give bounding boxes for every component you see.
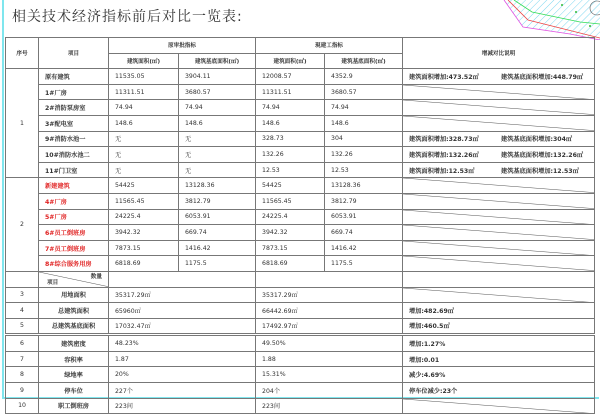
table-row	[6, 398, 595, 414]
new-value: 66442.69㎡	[256, 303, 403, 319]
orig-area: 3942.32	[109, 225, 179, 241]
item-label: 9#消防水池一	[39, 131, 109, 147]
new-area: 6818.69	[256, 256, 325, 272]
new-base: 3680.57	[325, 84, 403, 100]
blank-cell	[6, 271, 39, 287]
table-row	[6, 383, 595, 399]
orig-base: 无	[179, 162, 256, 178]
change-description: 增加:0.01	[403, 351, 595, 367]
item-label: 1#厂房	[39, 84, 109, 100]
table-row	[6, 100, 595, 116]
orig-base: 无	[179, 147, 256, 163]
change-description	[403, 69, 595, 85]
new-area: 3942.32	[256, 225, 325, 241]
new-base: 132.26	[325, 147, 403, 163]
indicator-header-row	[6, 271, 595, 287]
item-label: 2#消防泵房室	[39, 100, 109, 116]
new-base: 669.74	[325, 225, 403, 241]
new-area: 74.94	[256, 100, 325, 116]
table-row	[6, 209, 595, 225]
empty-slash-cell	[403, 240, 595, 256]
item-label: 容积率	[39, 351, 109, 367]
table-row	[6, 147, 595, 163]
new-value: 223间	[256, 398, 403, 414]
orig-value: 17032.47㎡	[109, 318, 256, 335]
row-seq: 5	[6, 318, 39, 335]
new-base: 1175.5	[325, 256, 403, 272]
item-label: 绿地率	[39, 367, 109, 383]
new-area: 12008.57	[256, 69, 325, 85]
desc-area: 建筑面积增加:473.52㎡	[409, 73, 479, 81]
new-area: 7873.15	[256, 240, 325, 256]
empty-slash-cell	[403, 287, 595, 303]
table-row	[6, 84, 595, 100]
row-seq: 10	[6, 398, 39, 414]
row-seq: 7	[6, 351, 39, 367]
item-label: 6#员工倒班房	[39, 225, 109, 241]
new-base: 304	[325, 131, 403, 147]
new-base: 6053.91	[325, 209, 403, 225]
table-row	[6, 240, 595, 256]
diag-label-item: 项目	[47, 279, 59, 286]
orig-value: 1.87	[109, 351, 256, 367]
header-item: 项目	[39, 38, 109, 69]
header-description: 增减对比说明	[403, 38, 595, 69]
empty-slash-cell	[403, 209, 595, 225]
change-description: 减少:4.69%	[403, 367, 595, 383]
new-area: 11311.51	[256, 84, 325, 100]
table-row	[6, 115, 595, 131]
orig-area: 11311.51	[109, 84, 179, 100]
blank-cell	[109, 271, 256, 287]
new-value: 49.50%	[256, 335, 403, 352]
item-label: 停车位	[39, 383, 109, 399]
empty-slash-cell	[403, 84, 595, 100]
header-base-area-2: 建筑基底面积(㎡)	[325, 53, 403, 69]
blank-cell	[403, 271, 595, 287]
item-label: 新建建筑	[39, 178, 109, 194]
desc-base: 建筑基底面积增加:304㎡	[501, 136, 573, 144]
orig-base: 1175.5	[179, 256, 256, 272]
new-value: 35317.29㎡	[256, 287, 403, 303]
change-description: 增加:482.69㎡	[403, 303, 595, 319]
orig-value: 35317.29㎡	[109, 287, 256, 303]
orig-area: 无	[109, 162, 179, 178]
new-area: 12.53	[256, 162, 325, 178]
page-title: 相关技术经济指标前后对比一览表:	[12, 9, 243, 25]
orig-area: 24225.4	[109, 209, 179, 225]
table-row	[6, 178, 595, 194]
orig-area: 无	[109, 147, 179, 163]
table-row	[6, 287, 595, 303]
section-seq: 1	[6, 69, 39, 178]
orig-area: 6818.69	[109, 256, 179, 272]
desc-area: 建筑面积增加:132.26㎡	[409, 151, 479, 159]
change-description: 增加:1.27%	[403, 335, 595, 352]
orig-value: 223间	[109, 398, 256, 414]
table-row	[6, 69, 595, 85]
orig-value: 48.23%	[109, 335, 256, 352]
item-label: 7#员工倒班房	[39, 240, 109, 256]
change-description	[403, 162, 595, 178]
new-value: 204个	[256, 383, 403, 399]
orig-area: 11565.45	[109, 193, 179, 209]
table-row	[6, 131, 595, 147]
table-row	[6, 193, 595, 209]
indicator-comparison-table	[5, 37, 595, 414]
item-label: 总建筑面积	[39, 303, 109, 319]
new-base: 1416.42	[325, 240, 403, 256]
table-row	[6, 162, 595, 178]
item-label: 3#配电室	[39, 115, 109, 131]
orig-value: 20%	[109, 367, 256, 383]
desc-base: 建筑基底面积增加:12.53㎡	[501, 167, 579, 175]
empty-slash-cell	[403, 225, 595, 241]
desc-base: 建筑基底面积增加:132.26㎡	[501, 151, 584, 159]
item-label: 职工倒班房	[39, 398, 109, 414]
new-base: 13128.36	[325, 178, 403, 194]
item-label: 4#厂房	[39, 193, 109, 209]
header-base-area: 建筑基底面积(㎡)	[179, 53, 256, 69]
empty-slash-cell	[403, 100, 595, 116]
new-base: 12.53	[325, 162, 403, 178]
item-label: 10#消防水池二	[39, 147, 109, 163]
orig-base: 3904.11	[179, 69, 256, 85]
new-value: 17492.97㎡	[256, 318, 403, 335]
item-label: 8#综合服务用房	[39, 256, 109, 272]
item-label: 原有建筑	[39, 69, 109, 85]
orig-area: 无	[109, 131, 179, 147]
new-area: 24225.4	[256, 209, 325, 225]
orig-base: 6053.91	[179, 209, 256, 225]
item-label: 建筑密度	[39, 335, 109, 352]
new-base: 4352.9	[325, 69, 403, 85]
item-label: 5#厂房	[39, 209, 109, 225]
table-row	[6, 256, 595, 272]
empty-slash-cell	[403, 193, 595, 209]
header-seq: 序号	[6, 38, 39, 69]
orig-value: 65960㎡	[109, 303, 256, 319]
blank-cell	[256, 271, 403, 287]
table-row	[6, 351, 595, 367]
row-seq: 9	[6, 383, 39, 399]
empty-slash-cell	[403, 115, 595, 131]
header-adjusted: 現建工指标	[256, 38, 403, 54]
table-row	[6, 367, 595, 383]
item-label: 用地面积	[39, 287, 109, 303]
new-area: 54425	[256, 178, 325, 194]
new-area: 11565.45	[256, 193, 325, 209]
orig-area: 11535.05	[109, 69, 179, 85]
row-seq: 4	[6, 303, 39, 319]
new-base: 74.94	[325, 100, 403, 116]
row-seq: 3	[6, 287, 39, 303]
new-area: 148.6	[256, 115, 325, 131]
orig-base: 13128.36	[179, 178, 256, 194]
orig-base: 74.94	[179, 100, 256, 116]
new-base: 3812.79	[325, 193, 403, 209]
header-original: 原审批指标	[109, 38, 256, 54]
orig-area: 74.94	[109, 100, 179, 116]
change-description: 停车位减少:23个	[403, 383, 595, 399]
new-value: 15.31%	[256, 367, 403, 383]
new-area: 132.26	[256, 147, 325, 163]
orig-base: 3680.57	[179, 84, 256, 100]
header-building-area: 建筑面积(㎡)	[109, 53, 179, 69]
table-row	[6, 303, 595, 319]
change-description	[403, 147, 595, 163]
header-row-1	[6, 38, 595, 54]
orig-base: 1416.42	[179, 240, 256, 256]
empty-slash-cell	[403, 178, 595, 194]
orig-base: 148.6	[179, 115, 256, 131]
new-base: 148.6	[325, 115, 403, 131]
orig-base: 3812.79	[179, 193, 256, 209]
section-seq: 2	[6, 178, 39, 272]
orig-area: 54425	[109, 178, 179, 194]
row-seq: 6	[6, 335, 39, 352]
orig-base: 无	[179, 131, 256, 147]
change-description	[403, 131, 595, 147]
header-building-area-2: 建筑面积(㎡)	[256, 53, 325, 69]
row-seq: 8	[6, 367, 39, 383]
orig-area: 7873.15	[109, 240, 179, 256]
desc-area: 建筑面积增加:328.73㎡	[409, 136, 479, 144]
diagonal-header-cell	[39, 271, 109, 287]
orig-base: 669.74	[179, 225, 256, 241]
item-label: 11#门卫室	[39, 162, 109, 178]
change-description: 增加:460.5㎡	[403, 318, 595, 335]
table-row	[6, 318, 595, 335]
new-area: 328.73	[256, 131, 325, 147]
orig-value: 227个	[109, 383, 256, 399]
site-plan-fragment	[490, 0, 600, 40]
empty-slash-cell	[403, 256, 595, 272]
table-row	[6, 335, 595, 352]
diag-label-quantity: 数量	[90, 273, 102, 280]
orig-area: 148.6	[109, 115, 179, 131]
desc-area: 建筑面积增加:12.53㎡	[409, 167, 475, 175]
empty-slash-cell	[403, 398, 595, 414]
desc-base: 建筑基底面积增加:448.79㎡	[501, 73, 584, 81]
table-row	[6, 225, 595, 241]
new-value: 1.88	[256, 351, 403, 367]
item-label: 总建筑基底面积	[39, 318, 109, 335]
